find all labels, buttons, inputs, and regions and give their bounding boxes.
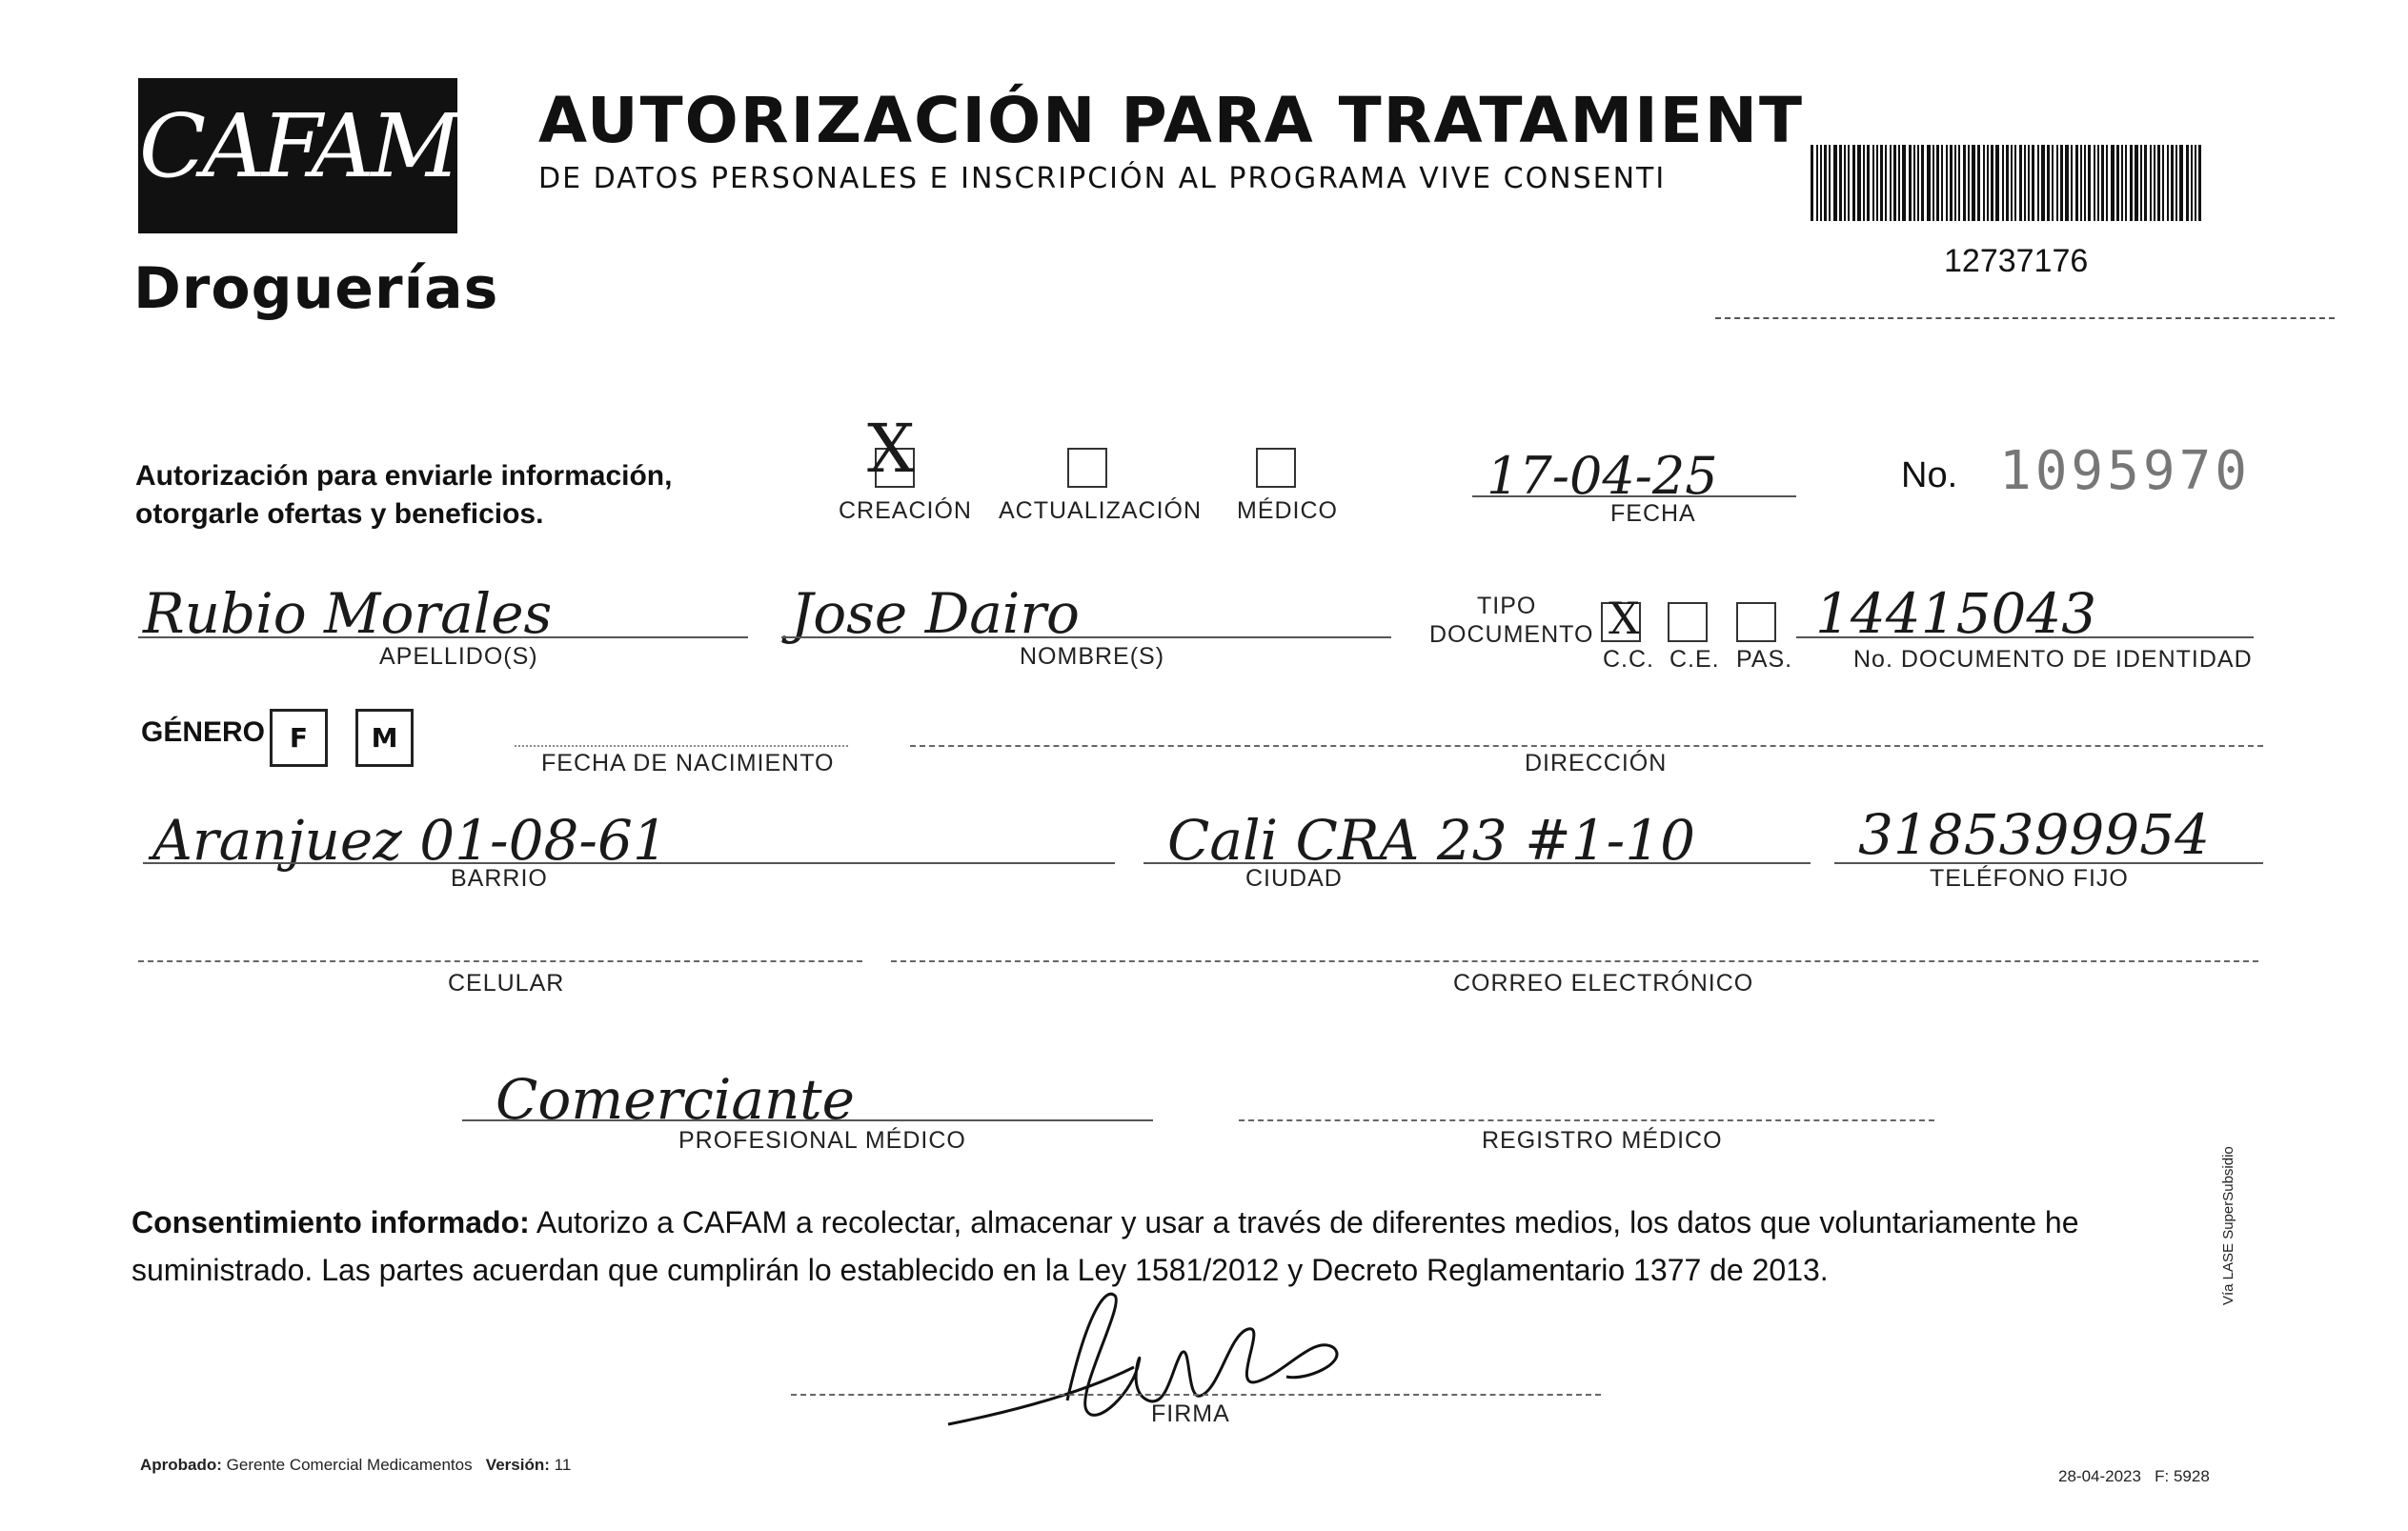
barrio-label: BARRIO bbox=[451, 865, 548, 892]
ciudad-line bbox=[1143, 862, 1811, 864]
apellido-value: Rubio Morales bbox=[143, 581, 553, 646]
pas-checkbox[interactable] bbox=[1736, 602, 1776, 642]
barcode-image bbox=[1811, 145, 2201, 221]
nombre-line bbox=[781, 636, 1391, 638]
telefono-value: 3185399954 bbox=[1858, 802, 2211, 867]
footer-left bbox=[140, 1456, 571, 1475]
dashed-rule bbox=[1715, 317, 2335, 319]
tipo-label: TIPO bbox=[1477, 593, 1537, 619]
intro-text bbox=[135, 457, 672, 534]
profesional-line bbox=[462, 1119, 1153, 1121]
actualizacion-label: ACTUALIZACIÓN bbox=[999, 497, 1203, 524]
telefono-label: TELÉFONO FIJO bbox=[1930, 865, 2129, 892]
footer-date: 28-04-2023 bbox=[2058, 1467, 2141, 1485]
ce-label: C.E. bbox=[1669, 646, 1720, 673]
genero-f-box[interactable]: F bbox=[270, 709, 328, 767]
nombre-value: Jose Dairo bbox=[791, 581, 1080, 646]
correo-label: CORREO ELECTRÓNICO bbox=[1453, 970, 1754, 997]
fecha-line bbox=[1472, 495, 1796, 497]
cc-label: C.C. bbox=[1603, 646, 1654, 673]
profesional-value: Comerciante bbox=[496, 1067, 855, 1132]
direccion-line bbox=[910, 745, 2263, 747]
numero-value: 1095970 bbox=[1999, 440, 2252, 502]
aprobado-label: Aprobado: bbox=[140, 1456, 222, 1474]
celular-label: CELULAR bbox=[448, 970, 565, 997]
nacimiento-label: FECHA DE NACIMIENTO bbox=[541, 750, 835, 776]
barrio-line bbox=[143, 862, 1115, 864]
nombre-label: NOMBRE(S) bbox=[1020, 643, 1165, 670]
creacion-mark: X bbox=[867, 410, 915, 488]
form-subtitle: DE DATOS PERSONALES E INSCRIPCIÓN AL PROGRAMA VIVE CONSENTI bbox=[538, 162, 1667, 195]
footer-code: F: 5928 bbox=[2155, 1467, 2210, 1485]
medico-checkbox[interactable] bbox=[1256, 448, 1296, 488]
footer-right bbox=[2058, 1467, 2210, 1486]
genero-m-box[interactable]: M bbox=[355, 709, 414, 767]
genero-label: GÉNERO bbox=[141, 716, 266, 748]
direccion-label: DIRECCIÓN bbox=[1525, 750, 1668, 776]
ciudad-label: CIUDAD bbox=[1245, 865, 1343, 892]
consent-body: Autorizo a CAFAM a recolectar, almacenar y usar a través de diferentes medios, los datos que voluntariamente he suministrado. Las partes acuerdan que cumplirán lo establecido en la Ley 1581/2012 y Decreto Reglamentario 1377 de 2013. bbox=[132, 1205, 2079, 1287]
celular-line bbox=[138, 960, 862, 962]
side-text: Vía LASE SuperSubsidio bbox=[2220, 1146, 2236, 1305]
documento-number-value: 14415043 bbox=[1815, 581, 2097, 646]
fecha-value: 17-04-25 bbox=[1487, 446, 1718, 506]
barcode-number: 12737176 bbox=[1944, 243, 2089, 279]
telefono-line bbox=[1834, 862, 2263, 864]
documento-number-label: No. DOCUMENTO DE IDENTIDAD bbox=[1853, 646, 2253, 673]
correo-line bbox=[891, 960, 2258, 962]
actualizacion-checkbox[interactable] bbox=[1067, 448, 1107, 488]
cc-mark: X bbox=[1609, 593, 1640, 644]
brand-subtitle: Droguerías bbox=[133, 255, 499, 322]
documento-number-line bbox=[1796, 636, 2254, 638]
numero-label: No. bbox=[1901, 455, 1958, 495]
fecha-label: FECHA bbox=[1610, 500, 1696, 527]
intro-line-1: Autorización para enviarle información, bbox=[135, 460, 673, 492]
registro-label: REGISTRO MÉDICO bbox=[1482, 1127, 1723, 1154]
apellido-line bbox=[138, 636, 748, 638]
cafam-logo bbox=[138, 78, 457, 233]
version-value: 11 bbox=[554, 1456, 572, 1474]
nacimiento-line bbox=[515, 745, 848, 747]
aprobado-value: Gerente Comercial Medicamentos bbox=[226, 1456, 473, 1474]
intro-line-2: otorgarle ofertas y beneficios. bbox=[135, 498, 544, 530]
medico-label: MÉDICO bbox=[1237, 497, 1338, 524]
creacion-label: CREACIÓN bbox=[839, 497, 972, 524]
ciudad-value: Cali CRA 23 #1-10 bbox=[1167, 808, 1696, 873]
registro-line bbox=[1239, 1119, 1934, 1121]
logo-text: CAFAM bbox=[138, 95, 457, 197]
profesional-label: PROFESIONAL MÉDICO bbox=[678, 1127, 966, 1154]
pas-label: PAS. bbox=[1736, 646, 1793, 673]
apellido-label: APELLIDO(S) bbox=[379, 643, 538, 670]
documento-label: DOCUMENTO bbox=[1429, 621, 1594, 648]
version-label: Versión: bbox=[485, 1456, 550, 1474]
ce-checkbox[interactable] bbox=[1668, 602, 1708, 642]
firma-label: FIRMA bbox=[1151, 1400, 1230, 1427]
firma-line bbox=[791, 1394, 1601, 1396]
consent-bold: Consentimiento informado: bbox=[132, 1205, 530, 1239]
barrio-value: Aranjuez 01-08-61 bbox=[152, 808, 668, 873]
signature-image bbox=[943, 1277, 1353, 1439]
form-title: AUTORIZACIÓN PARA TRATAMIENT bbox=[538, 84, 1805, 157]
